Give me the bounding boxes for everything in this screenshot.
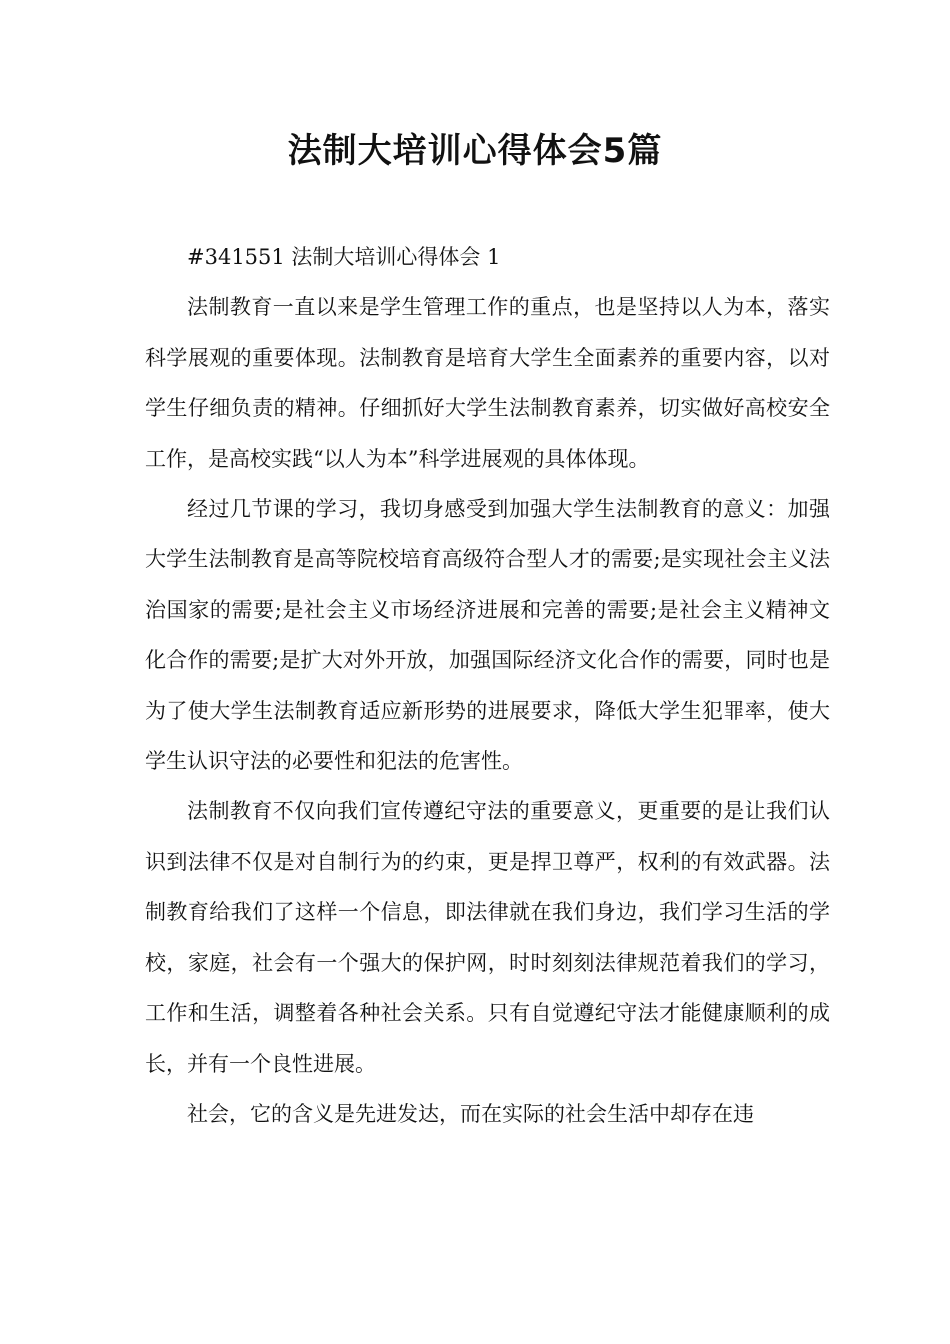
document-body bbox=[145, 232, 830, 1139]
section-heading: #341551 法制大培训心得体会 1 bbox=[187, 245, 501, 269]
body-paragraph-4: 社会，它的含义是先进发达，而在实际的社会生活中却存在违 bbox=[187, 1101, 754, 1126]
body-paragraph-1: 法制教育一直以来是学生管理工作的重点，也是坚持以人为本，落实科学展观的重要体现。法制教育是培育大学生全面素养的重要内容，以对学生仔细负责的精神。仔细抓好大学生法制教育素养，切实做好高校安全工作，是高校实践“以人为本”科学进展观的具体体现。 bbox=[145, 295, 830, 471]
document-title: 法制大培训心得体会5篇 bbox=[287, 131, 663, 171]
body-paragraph-3: 法制教育不仅向我们宣传遵纪守法的重要意义，更重要的是让我们认识到法律不仅是对自制行为的约束，更是捍卫尊严，权利的有效武器。法制教育给我们了这样一个信息，即法律就在我们身边，我们学习生活的学校，家庭，社会有一个强大的保护网，时时刻刻法律规范着我们的学习，工作和生活，调整着各种社会关系。只有自觉遵纪守法才能健康顺利的成长，并有一个良性进展。 bbox=[145, 799, 830, 1076]
body-paragraph-2: 经过几节课的学习，我切身感受到加强大学生法制教育的意义：加强大学生法制教育是高等院校培育高级符合型人才的需要;是实现社会主义法治国家的需要;是社会主义市场经济进展和完善的需要;是社会主义精神文化合作的需要;是扩大对外开放，加强国际经济文化合作的需要，同时也是为了使大学生法制教育适应新形势的进展要求，降低大学生犯罪率，使大学生认识守法的必要性和犯法的危害性。 bbox=[145, 497, 830, 774]
